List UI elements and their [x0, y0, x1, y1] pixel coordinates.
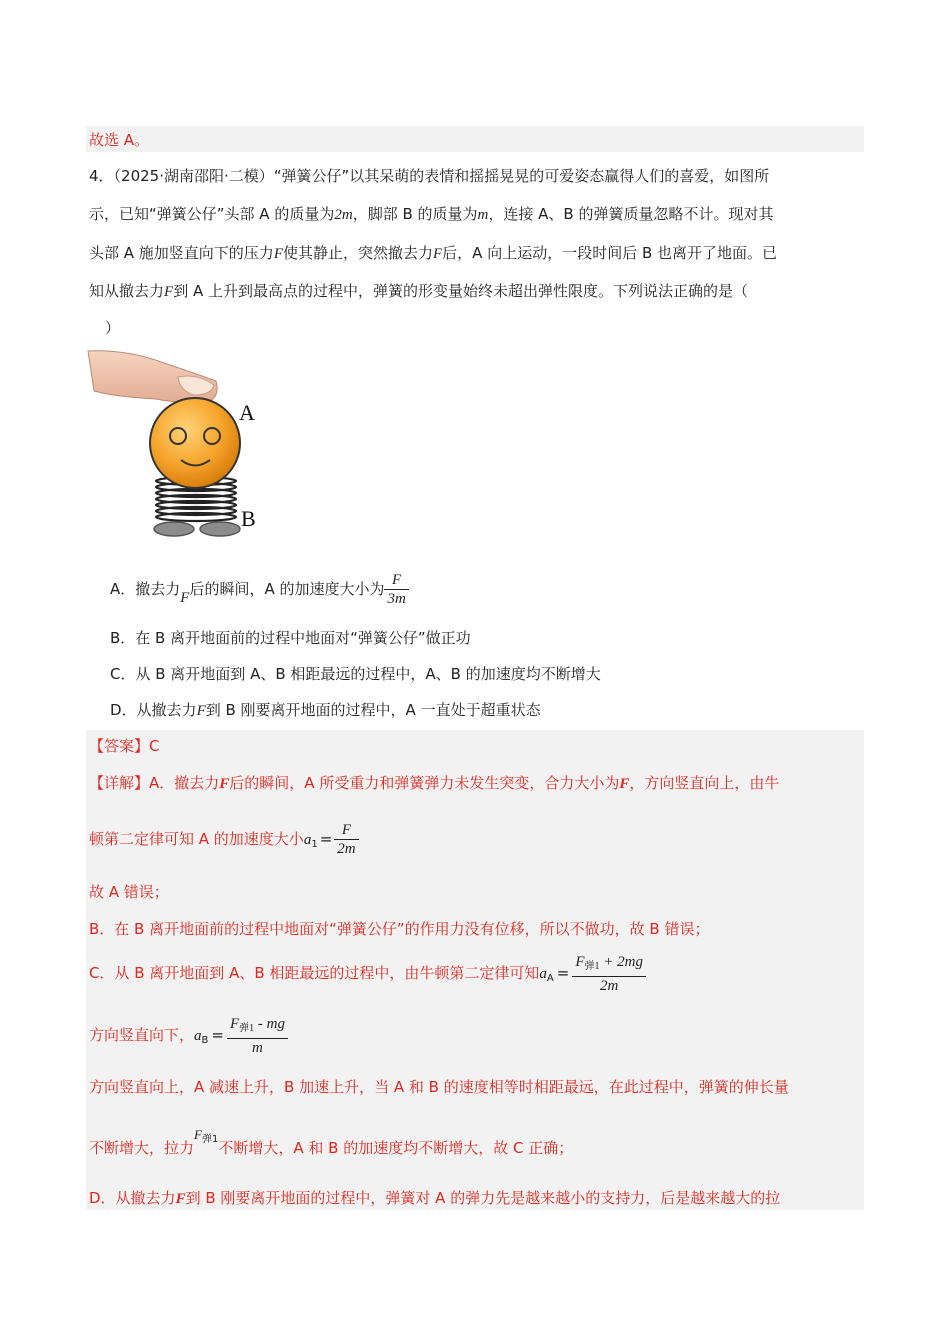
option-b: B．在 B 离开地面前的过程中地面对“弹簧公仔”做正功: [110, 629, 471, 647]
q3-text-c: 后，A 向上运动，一段时间后 B 也离开了地面。已: [442, 244, 778, 262]
detail-line-3: 故 A 错误；: [89, 883, 169, 901]
d5-fraction: [572, 953, 646, 995]
detail-line-8: [89, 1128, 573, 1174]
option-a-post: 后的瞬间，A 的加速度大小为: [189, 580, 385, 598]
option-a-force: F: [180, 590, 190, 606]
question-line-5: ）: [105, 319, 121, 337]
toy-head-a: [150, 398, 240, 488]
option-d-pre: D．从撤去力: [110, 701, 197, 719]
d6-num-f: F: [229, 1015, 240, 1032]
detail-line-4: B．在 B 离开地面前的过程中地面对“弹簧公仔”的作用力没有位移，所以不做功，故 B 错误；: [89, 920, 710, 938]
d5-den: 2m: [572, 976, 646, 995]
detail-line-7: 方向竖直向上，A 减速上升，B 加速上升，当 A 和 B 的速度相等时相距最远，在此过程中，弹簧的伸长量: [89, 1078, 789, 1096]
d2-eq: =: [319, 830, 333, 848]
d2-sub: 1: [311, 839, 318, 850]
d6-den: m: [227, 1038, 288, 1057]
q3-text-b: 使其静止，突然撤去力: [282, 244, 433, 262]
q2-mass-a: 2m: [334, 207, 353, 223]
option-a-den: 3m: [384, 589, 408, 608]
q4-text-b: 到 A 上升到最高点的过程中，弹簧的形变量始终未超出弹性限度。下列说法正确的是（: [173, 282, 748, 300]
question-line-1: 4．（2025·湖南邵阳·二模）“弹簧公仔”以其呆萌的表情和摇摇晃晃的可爱姿态赢得人们的喜爱，如图所: [89, 167, 770, 185]
d6-num-rest: - mg: [254, 1015, 285, 1032]
d2-den: 2m: [334, 839, 358, 858]
option-a-fraction: [384, 571, 408, 608]
option-a: [110, 569, 409, 618]
d8-sub: 弹1: [201, 1134, 219, 1145]
detail-line-9: [89, 1187, 780, 1210]
label-b: B: [241, 506, 256, 531]
left-foot: [154, 522, 194, 536]
option-d-post: 到 B 刚要离开地面的过程中，A 一直处于超重状态: [205, 701, 541, 719]
d5-a: C．从 B 离开地面到 A、B 相距最远的过程中，由牛顿第二定律可知: [89, 964, 540, 982]
q4-force: F: [164, 284, 174, 300]
d2-num: F: [341, 822, 352, 838]
detail-line-6: [89, 1012, 288, 1064]
d6-fraction: [227, 1015, 288, 1057]
d8-force: F: [194, 1127, 202, 1142]
spring-toy-figure: [86, 345, 276, 545]
answer-label: 【答案】C: [89, 737, 160, 755]
question-line-2: [89, 203, 773, 226]
label-a: A: [239, 400, 255, 425]
option-d-force: F: [196, 703, 206, 719]
q3-text-a: 头部 A 施加竖直向下的压力: [89, 244, 274, 262]
q4-text-a: 知从撤去力: [89, 282, 165, 300]
d9-force: F: [175, 1191, 186, 1207]
d5-var: a: [539, 966, 547, 982]
detail-label: 【详解】: [89, 774, 150, 792]
q3-force-2: F: [433, 246, 443, 262]
option-c: C．从 B 离开地面到 A、B 相距最远的过程中，A、B 的加速度均不断增大: [110, 665, 601, 683]
d9-b: 到 B 刚要离开地面的过程中，弹簧对 A 的弹力先是越来越小的支持力，后是越来越大的拉: [185, 1189, 781, 1207]
detail-line-2: [89, 818, 359, 866]
question-line-3: [89, 242, 777, 265]
d6-sub: B: [201, 1035, 209, 1046]
d2-fraction: [334, 821, 358, 858]
prev-answer-text: 故选 A。: [89, 131, 150, 149]
q2-text-b: ，脚部 B 的质量为: [352, 205, 478, 223]
option-d: [110, 699, 541, 722]
option-a-num: F: [392, 572, 402, 588]
question-line-4: [89, 280, 748, 303]
d5-num-rest: + 2mg: [599, 953, 643, 970]
d5-num: [572, 953, 646, 976]
d6-num: [227, 1015, 288, 1038]
q2-mass-b: m: [477, 207, 489, 223]
d2-var: a: [303, 832, 312, 848]
d1-force-2: F: [619, 776, 630, 792]
d5-num-f: F: [575, 953, 585, 970]
d1-c: ，方向竖直向上，由牛: [629, 774, 780, 792]
detail-line-1: [89, 772, 779, 795]
d6-num-sub: 弹1: [239, 1022, 255, 1034]
prev-answer-shade: [86, 126, 864, 152]
d6-eq: =: [211, 1026, 224, 1044]
d1-b: 后的瞬间，A 所受重力和弹簧弹力未发生突变，合力大小为: [229, 774, 620, 792]
right-foot: [200, 522, 240, 536]
d1-a: A．撤去力: [149, 774, 220, 792]
d6-var: a: [194, 1028, 202, 1044]
detail-line-5: [89, 950, 646, 1002]
d6-a: 方向竖直向下，: [89, 1026, 195, 1044]
q3-force-1: F: [273, 246, 283, 262]
d9-a: D．从撤去力: [89, 1189, 176, 1207]
q2-text-a: 示，已知“弹簧公仔”头部 A 的质量为: [89, 205, 335, 223]
d8-b: 不断增大，A 和 B 的加速度均不断增大，故 C 正确；: [218, 1139, 574, 1157]
d1-force: F: [219, 776, 230, 792]
d8-a: 不断增大，拉力: [89, 1139, 195, 1157]
d2-a: 顿第二定律可知 A 的加速度大小: [89, 830, 304, 848]
d5-sub: A: [546, 973, 554, 984]
q2-text-c: ，连接 A、B 的弹簧质量忽略不计。现对其: [488, 205, 774, 223]
option-a-pre: A．撤去力: [110, 580, 181, 598]
d5-eq: =: [556, 964, 570, 982]
d5-num-sub: 弹1: [584, 960, 600, 972]
